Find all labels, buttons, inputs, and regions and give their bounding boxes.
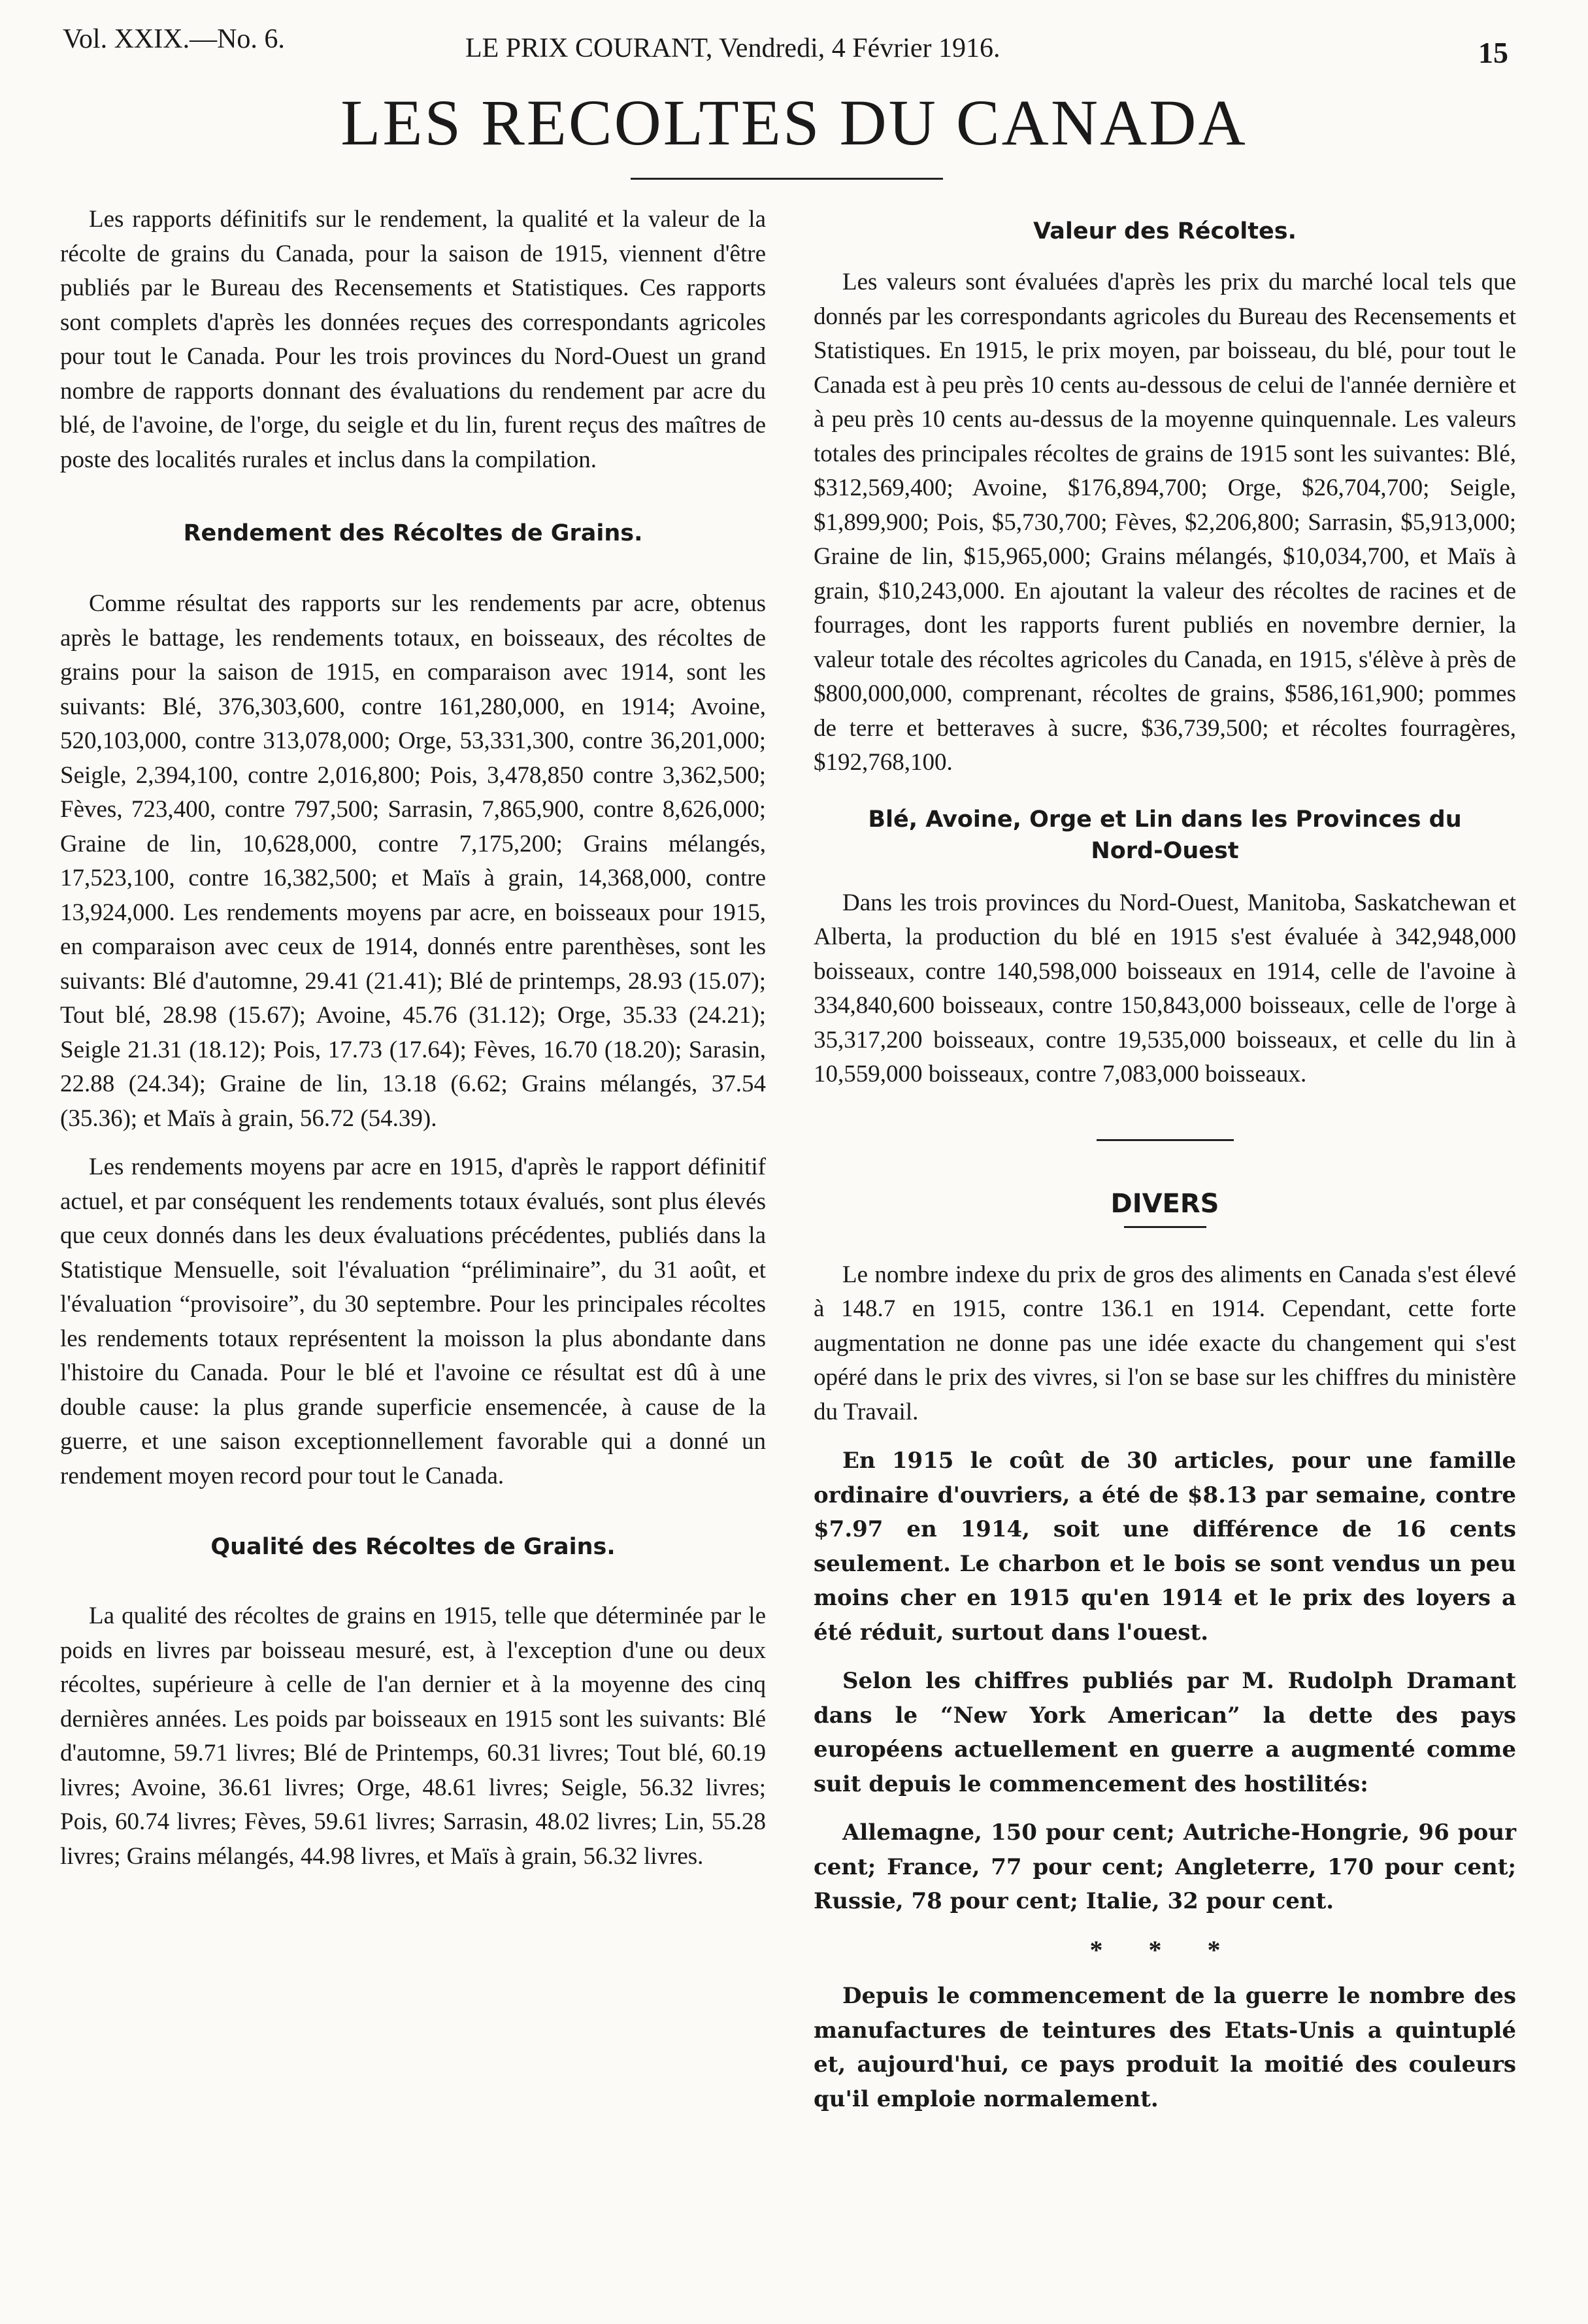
title-divider (631, 178, 943, 180)
section-heading-rendement: Rendement des Récoltes de Grains. (183, 520, 643, 546)
divers-paragraph-3: Selon les chiffres publiés par M. Rudolph Dramant dans le “New York American” la dette des pays européens actuellement en guerre a augmenté comme suit depuis le commencement des hostilités: (814, 1668, 1516, 1797)
qualite-paragraph: La qualité des récoltes de grains en 1915, telle que déterminée par le poids en livres par boisseau mesuré, est, à l'exception d'une ou deux récoltes, supérieure à celle de l'an dernier et à la moyenne des cinq dernières années. Les poids par boisseaux en 1915 sont les suivants: Blé d'automne, 59.71 livres; Blé de Printemps, 60.31 livres; Tout blé, 60.19 livres; Avoine, 36.61 livres; Orge, 48.61 livres; Seigle, 56.32 livres; Pois, 60.74 livres; Fèves, 59.61 livres; Sarrasin, 48.02 livres; Lin, 55.28 livres; Grains mélangés, 44.98 livres, et Maïs à grain, 56.32 livres. (60, 1602, 766, 1870)
page-header (0, 20, 1588, 72)
section-heading-nordouest: Blé, Avoine, Orge et Lin dans les Provinces du Nord-Ouest (868, 806, 1462, 864)
divers-paragraph-4: Allemagne, 150 pour cent; Autriche-Hongrie, 96 pour cent; France, 77 pour cent; Angleterre, 170 pour cent; Russie, 78 pour cent; Italie, 32 pour cent. (814, 1819, 1516, 1914)
divers-heading: DIVERS (1110, 1188, 1219, 1219)
rendement-paragraph-2: Les rendements moyens par acre en 1915, d'après le rapport définitif actuel, et par conséquent les rendements totaux évalués, sont plus élevés que ceux donnés dans les deux évaluations précédentes, publiés dans la Statistique Mensuelle, soit l'évaluation “préliminaire”, du 31 août, et l'évaluation “provisoire”, du 30 septembre. Pour les principales récoltes les rendements totaux représentent la moisson la plus abondante dans l'histoire du Canada. Pour le blé et l'avoine ce résultat est dû à une double cause: la plus grande superficie ensemencée, à cause de la guerre, et une saison exceptionnellement favorable qui a donné un rendement moyen record pour tout le Canada. (60, 1154, 766, 1489)
volume-number: Vol. XXIX.—No. 6. (63, 24, 285, 54)
rendement-paragraph-1: Comme résultat des rapports sur les rendements par acre, obtenus après le battage, les rendements totaux, en boisseaux, des récoltes de grains pour la saison de 1915, en comparaison avec 1914, sont les suivants: Blé, 376,303,600, contre 161,280,000, en 1914; Avoine, 520,103,000, contre 313,078,000; Orge, 53,331,300, contre 36,201,000; Seigle, 2,394,100, contre 2,016,800; Pois, 3,478,850 contre 3,362,500; Fèves, 723,400, contre 797,500; Sarrasin, 7,865,900, contre 8,626,000; Graine de lin, 10,628,000, contre 7,175,200; Grains mélangés, 17,523,100, contre 16,382,500; et Maïs à grain, 14,368,000, contre 13,924,000. Les rendements moyens par acre, en boisseaux pour 1915, en comparaison avec ceux de 1914, donnés entre parenthèses, sont les suivants: Blé d'automne, 29.41 (21.41); Blé de printemps, 28.93 (15.07); Tout blé, 28.98 (15.67); Avoine, 45.76 (31.12); Orge, 35.33 (24.21); Seigle 21.31 (18.12); Pois, 17.73 (17.64); Fèves, 16.70 (18.20); Sarasin, 22.88 (24.34); Graine de lin, 13.18 (6.62; Grains mélangés, 37.54 (35.36); et Maïs à grain, 56.72 (54.39). (60, 590, 766, 1132)
divers-divider (1124, 1226, 1206, 1228)
left-column (60, 203, 766, 1888)
section-divider (1097, 1139, 1234, 1141)
divers-paragraph-2: En 1915 le coût de 30 articles, pour une famille ordinaire d'ouvriers, a été de $8.13 par semaine, contre $7.97 en 1914, soit une différence de 16 cents seulement. Le charbon et le bois se sont vendus un peu moins cher en 1915 qu'en 1914 et le prix des loyers a été réduit, surtout dans l'ouest. (814, 1448, 1516, 1646)
section-heading-qualite: Qualité des Récoltes de Grains. (210, 1534, 616, 1560)
section-heading-valeur: Valeur des Récoltes. (1033, 218, 1297, 244)
nordouest-paragraph: Dans les trois provinces du Nord-Ouest, Manitoba, Saskatchewan et Alberta, la production du blé en 1915 s'est évaluée à 342,948,000 boisseaux, contre 140,598,000 boisseaux en 1914, celle de l'avoine à 334,840,600 boisseaux, contre 150,843,000 boisseaux, celle de l'orge à 35,317,200 boisseaux, contre 19,535,000 boisseaux, et celle du lin à 10,559,000 boisseaux, contre 7,083,000 boisseaux. (814, 889, 1516, 1087)
stars-separator: * * * (1089, 1934, 1240, 1965)
intro-paragraph: Les rapports définitifs sur le rendement, la qualité et la valeur de la récolte de grains du Canada, pour la saison de 1915, viennent d'être publiés par le Bureau des Recensements et Statistiques. Ces rapports sont complets d'après les données reçues des correspondants agricoles pour tout le Canada. Pour les trois provinces du Nord-Ouest un grand nombre de rapports donnant des évaluations du rendement par acre du blé, de l'avoine, de l'orge, du seigle et du lin, furent reçus des maîtres de poste des localités rurales et inclus dans la compilation. (60, 206, 766, 473)
divers-paragraph-5: Depuis le commencement de la guerre le nombre des manufactures de teintures des Etats-Unis a quintuplé et, aujourd'hui, ce pays produit la moitié des couleurs qu'il emploie normalement. (814, 1983, 1516, 2112)
valeur-paragraph: Les valeurs sont évaluées d'après les prix du marché local tels que donnés par les correspondants agricoles du Bureau des Recensements et Statistiques. En 1915, le prix moyen, par boisseau, du blé, pour tout le Canada est à peu près 10 cents au-dessous de celui de l'année dernière et à peu près 10 cents au-dessus de la moyenne quinquennale. Les valeurs totales des principales récoltes de grains de 1915 sont les suivantes: Blé, $312,569,400; Avoine, $176,894,700; Orge, $26,704,700; Seigle, $1,899,900; Pois, $5,730,700; Fèves, $2,206,800; Sarrasin, $5,913,000; Graine de lin, $15,965,000; Grains mélangés, $10,034,700, et Maïs à grain, $10,243,000. En ajoutant la valeur des récoltes de racines et de fourrages, dont les rapports furent publiés en novembre dernier, la valeur totale des récoltes agricoles du Canada, en 1915, s'élève à près de $800,000,000, comprenant, récoltes de grains, $586,161,900; pommes de terre et betteraves à sucre, $36,739,500; et récoltes fourragères, $192,768,100. (814, 269, 1516, 776)
page-number: 15 (1478, 36, 1508, 69)
divers-paragraph-1: Le nombre indexe du prix de gros des aliments en Canada s'est élevé à 148.7 en 1915, contre 136.1 en 1914. Cependant, cette forte augmentation ne donne pas une idée exacte du changement qui s'est opéré dans le prix des vivres, si l'on se base sur les chiffres du ministère du Travail. (814, 1261, 1516, 1425)
right-column (814, 216, 1516, 2131)
article-title: LES RECOLTES DU CANADA (340, 86, 1248, 159)
publication-date: LE PRIX COURANT, Vendredi, 4 Février 1916. (465, 33, 1001, 63)
